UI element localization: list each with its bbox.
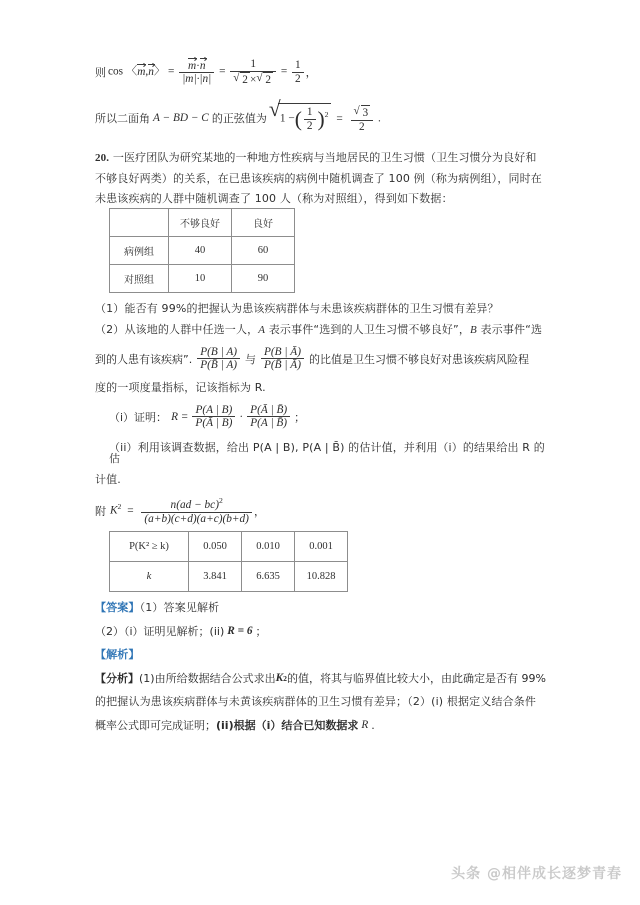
numerator-one: 1 — [230, 58, 276, 72]
cos-label: cos — [108, 65, 124, 78]
cell-control-good: 90 — [232, 264, 295, 292]
critical-p-0050: 0.050 — [189, 532, 242, 562]
watermark-text: 头条 @相伴成长逐梦青春 — [451, 866, 622, 882]
critical-row-header-probability: P(K² ≥ k) — [110, 532, 189, 562]
dihedral-lead: 所以二面角 — [95, 112, 150, 126]
question-2-part-ii-line-1: （ii）利用该调查数据，给出 P(A | B), P(A | B̄) 的估计值，并利用（i）的结果给出 R 的估 — [109, 441, 545, 466]
problem-stem-line-3: 未患该疾病的人群中随机调查了 100 人（称为对照组），得到如下数据： — [95, 191, 453, 205]
problem-stem-line-1 — [95, 152, 547, 164]
times-operator: × — [249, 73, 257, 86]
fenxi-text-1b: 的值，将其与临界值比较大小，由此确定是否有 99% — [286, 672, 546, 686]
critical-row-header-k: k — [110, 562, 189, 592]
critical-p-0010: 0.010 — [242, 532, 295, 562]
row-label-control-group: 对照组 — [110, 264, 169, 292]
survey-data-table — [109, 208, 295, 293]
inner-den: 2 — [306, 119, 313, 132]
ratio-fraction-given-not-A — [261, 346, 304, 372]
question-2-part-ii-line-2: 计值. — [95, 473, 121, 487]
row-label-case-group: 病例组 — [110, 236, 169, 264]
sqrt-2-right: 2 — [265, 73, 271, 86]
fenxi-text-3c: . — [371, 718, 375, 732]
dot-operator: · — [196, 59, 200, 72]
page-content — [95, 58, 547, 743]
answer-text-1: （1）答案见解析 — [139, 601, 220, 615]
k-denominator: (a+b)(c+d)(a+c)(b+d) — [144, 512, 249, 525]
q2-line2-text-a: 到的人患有该疾病”. — [95, 352, 193, 366]
answer-text-2b: ； — [255, 625, 267, 639]
vector-n: n — [148, 65, 154, 78]
k-exponent: 2 — [117, 501, 122, 511]
ratio1-numerator: P(B | A) — [197, 346, 240, 360]
fenxi-text-3b: (ii)根据（i）结合已知数据求 — [216, 719, 359, 733]
fraction-root3-over-2: √ 3 2 — [351, 105, 374, 133]
sqrt-2-left: 2 — [242, 73, 248, 86]
stem-text-1: 一医疗团队为研究某地的一种地方性疾病与当地居民的卫生习惯（卫生习惯分为良好和 — [112, 150, 537, 164]
critical-k-6635: 6.635 — [242, 562, 295, 592]
critical-k-3841: 3.841 — [189, 562, 242, 592]
cos-line-lead: 则 — [95, 66, 106, 80]
square-exponent: 2 — [324, 110, 329, 120]
header-cell-good: 良好 — [232, 208, 295, 236]
table-header-row — [110, 208, 295, 236]
inner-num: 1 — [304, 106, 316, 120]
angle-close: 〉 — [153, 65, 166, 78]
cell-control-not-good: 10 — [169, 264, 232, 292]
fenxi-R-symbol: R — [361, 719, 369, 732]
cell-case-not-good: 40 — [169, 236, 232, 264]
root-three: 3 — [362, 107, 369, 120]
question-2-ratio-line — [95, 346, 547, 372]
table-row — [110, 562, 348, 592]
table-row — [110, 532, 348, 562]
result-denominator: 2 — [359, 120, 365, 133]
fraction-one-over-root2-times-root2: 1 √ 2 × √ 2 — [230, 58, 276, 86]
sine-period: . — [378, 113, 381, 126]
analysis-label-line — [95, 649, 547, 660]
table-row — [110, 236, 295, 264]
cell-case-good: 60 — [232, 236, 295, 264]
radicand-lead: 1 − — [279, 113, 295, 126]
fenxi-line-1 — [95, 670, 547, 686]
line1-trailing-comma: ， — [305, 66, 317, 80]
critical-values-table — [109, 531, 348, 592]
dihedral-sine-line: 所以二面角 A − BD − C 的正弦值为 √ 1 −( $\frac{1}{2}$ )$^2$ = √ 3 2 . — [95, 97, 381, 133]
fraction-dot-product — [179, 59, 214, 86]
proof-f1-numerator: P(A | B) — [192, 404, 235, 418]
answer-label: 【答案】 — [95, 601, 140, 615]
vector-m: m — [137, 65, 146, 78]
num-vector-n: n — [199, 59, 206, 72]
fenxi-K-symbol: K — [275, 672, 284, 685]
ratio-fraction-given-A — [197, 346, 240, 372]
equals-1: = — [168, 65, 175, 78]
angle-open: 〈 — [125, 65, 138, 78]
cos-formula-line — [95, 58, 547, 86]
ratio1-denominator: P(B̄ | A) — [200, 359, 237, 372]
part-i-semicolon: ； — [294, 410, 306, 424]
inner-fraction-half — [304, 106, 316, 132]
fenxi-label: 【分析】 — [95, 672, 139, 686]
formula-trailing-comma: ， — [253, 505, 265, 519]
k-numerator: n(ad − bc) — [170, 498, 219, 511]
ratio2-denominator: P(B̄ | Ā) — [263, 359, 301, 372]
k-numerator-exponent: 2 — [218, 496, 223, 506]
q2-line2-text-b: 的比值是卫生习惯不够良好对患该疾病风险程 — [308, 352, 529, 366]
fenxi-K-exponent: 2 — [283, 673, 287, 683]
question-2-line-1 — [95, 324, 547, 336]
proof-multiply-dot: · — [239, 410, 244, 423]
event-A-symbol: A — [258, 323, 266, 336]
formula-lead-fu: 附 — [95, 505, 106, 519]
den-magnitudes: |m|·|n| — [182, 73, 212, 86]
event-B-symbol: B — [470, 323, 477, 336]
question-2-part-i — [95, 404, 547, 430]
problem-number: 20. — [95, 151, 110, 164]
header-cell-not-good: 不够良好 — [169, 208, 232, 236]
table-row — [110, 264, 295, 292]
half-numerator: 1 — [292, 59, 304, 73]
answer-line-1 — [95, 602, 547, 613]
fraction-one-half-result — [292, 59, 304, 85]
answer-text-2a: （2）（i）证明见解析；(ii) — [95, 625, 225, 639]
angle-comma: , — [145, 65, 149, 78]
part-i-R-equals: R = — [171, 410, 189, 423]
dihedral-mid: 的正弦值为 — [211, 112, 267, 126]
num-vector-m: m — [187, 59, 197, 72]
proof-f1-denominator: P(Ā | B) — [195, 417, 233, 430]
k-equals: = — [127, 504, 134, 517]
q2-text-b: 表示事件“选到的人卫生习惯不够良好”， — [265, 322, 471, 336]
fenxi-line-2: 的把握认为患该疾病群体与未黄该疾病群体的卫生习惯有差异；（2）(i) 根据定义结合条件 — [95, 695, 537, 709]
part-i-lead: （i）证明： — [109, 410, 168, 424]
fenxi-text-1a: (1)由所给数据结合公式求出 — [139, 672, 276, 686]
question-2-line-3: 度的一项度量指标，记该指标为 R. — [95, 380, 266, 394]
proof-fraction-1 — [192, 404, 235, 430]
ratio2-numerator: P(B | Ā) — [261, 346, 304, 360]
ratio-conjunction: 与 — [244, 352, 256, 366]
problem-stem-line-2: 不够良好两类）的关系，在已患该疾病的病例中随机调查了 100 例（称为病例组），同时在 — [95, 171, 542, 185]
q2-text-c: 表示事件“选 — [476, 322, 543, 336]
q2-text-a: （2）从该地的人群中任选一人， — [95, 322, 259, 336]
k-symbol: K — [110, 504, 118, 517]
k-squared-formula-line — [95, 497, 547, 525]
k-squared-fraction — [141, 497, 252, 525]
half-denominator: 2 — [295, 72, 301, 85]
fenxi-text-3a: 概率公式即可完成证明； — [95, 719, 216, 733]
critical-k-10828: 10.828 — [295, 562, 348, 592]
header-corner-cell — [110, 208, 169, 236]
equals-2: = — [219, 65, 226, 78]
proof-f2-numerator: P(Ā | B̄) — [247, 404, 290, 418]
sine-equals: = — [336, 113, 343, 126]
proof-f2-denominator: P(A | B̄) — [250, 417, 288, 430]
answer-line-2 — [95, 623, 547, 639]
question-1: （1）能否有 99%的把握认为患该疾病群体与未患该疾病群体的卫生习惯有差异？ — [95, 301, 499, 315]
dihedral-angle-name: A − BD − C — [153, 112, 209, 125]
proof-fraction-2 — [247, 404, 290, 430]
fenxi-line-3 — [95, 717, 547, 733]
equals-3: = — [280, 65, 288, 78]
analysis-label: 【解析】 — [95, 648, 140, 662]
critical-p-0001: 0.001 — [295, 532, 348, 562]
answer-R-value: R = 6 — [227, 625, 253, 638]
